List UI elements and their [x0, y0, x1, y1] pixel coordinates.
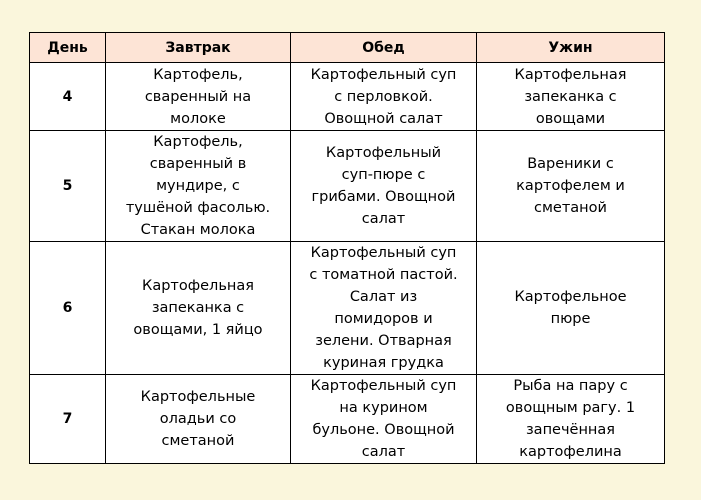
lunch-line: Картофельный — [325, 145, 442, 161]
breakfast-line: тушёной фасолью. — [125, 200, 271, 216]
lunch-line: зелени. Отварная — [315, 333, 452, 349]
table-row — [30, 242, 665, 375]
lunch-line: Картофельный суп — [310, 245, 457, 261]
table-row — [30, 131, 665, 242]
dinner-line: Рыба на пару с — [513, 378, 628, 394]
day-cell: 4 — [30, 63, 106, 131]
dinner-line: картофелина — [519, 444, 622, 460]
lunch-cell — [291, 131, 477, 242]
breakfast-line: сваренный на — [144, 88, 252, 105]
dinner-cell — [477, 375, 665, 464]
breakfast-line: Картофель, — [153, 66, 243, 83]
dinner-line: Картофельное — [514, 289, 627, 305]
dinner-line: сметаной — [534, 200, 607, 216]
header-lunch: Обед — [291, 33, 477, 63]
breakfast-line: оладьи со — [159, 411, 237, 427]
dinner-cell — [477, 63, 665, 131]
lunch-line: салат — [361, 444, 406, 460]
breakfast-line: Картофельные — [140, 389, 256, 405]
dinner-line: запечённая — [525, 422, 616, 438]
lunch-line: с перловкой. — [334, 88, 433, 105]
lunch-line: куриная грудка — [323, 355, 444, 371]
dinner-line: овощами — [535, 110, 606, 127]
breakfast-cell — [106, 131, 291, 242]
table-row — [30, 375, 665, 464]
lunch-line: бульоне. Овощной — [312, 422, 455, 438]
breakfast-cell — [106, 63, 291, 131]
breakfast-line: мундире, с — [156, 178, 240, 194]
breakfast-line: сметаной — [161, 433, 235, 449]
dinner-cell — [477, 131, 665, 242]
dinner-line: пюре — [550, 311, 591, 327]
dinner-cell — [477, 242, 665, 375]
lunch-line: грибами. Овощной — [311, 189, 456, 205]
header-breakfast: Завтрак — [106, 33, 291, 63]
lunch-line: Картофельный суп — [310, 66, 457, 83]
header-dinner: Ужин — [477, 33, 665, 63]
lunch-line: салат — [361, 211, 406, 227]
lunch-cell — [291, 242, 477, 375]
lunch-cell — [291, 375, 477, 464]
breakfast-cell — [106, 242, 291, 375]
lunch-line: Салат из — [349, 289, 418, 305]
lunch-line: Картофельный суп — [310, 378, 457, 394]
breakfast-cell — [106, 375, 291, 464]
day-cell: 6 — [30, 242, 106, 375]
lunch-line: с томатной пастой. — [309, 267, 458, 283]
header-day: День — [30, 33, 106, 63]
lunch-line: на курином — [339, 400, 428, 416]
breakfast-line: сваренный в — [149, 156, 247, 172]
dinner-line: Картофельная — [514, 66, 627, 83]
dinner-line: Вареники с — [527, 156, 614, 172]
dinner-line: овощным рагу. 1 — [505, 400, 636, 416]
breakfast-line: Картофельная — [142, 278, 254, 294]
dinner-line: картофелем и — [516, 178, 625, 194]
breakfast-line: Картофель, — [153, 134, 243, 150]
day-cell: 7 — [30, 375, 106, 464]
meal-plan-table — [29, 32, 665, 464]
breakfast-line: молоке — [170, 110, 226, 127]
breakfast-line: овощами, 1 яйцо — [133, 322, 263, 338]
header-row — [30, 33, 665, 63]
dinner-line: запеканка с — [524, 88, 617, 105]
lunch-line: Овощной салат — [324, 110, 443, 127]
table-row — [30, 63, 665, 131]
breakfast-line: Стакан молока — [140, 222, 256, 238]
lunch-cell — [291, 63, 477, 131]
breakfast-line: запеканка с — [151, 300, 245, 316]
day-cell: 5 — [30, 131, 106, 242]
lunch-line: помидоров и — [334, 311, 433, 327]
lunch-line: суп-пюре с — [341, 167, 426, 183]
